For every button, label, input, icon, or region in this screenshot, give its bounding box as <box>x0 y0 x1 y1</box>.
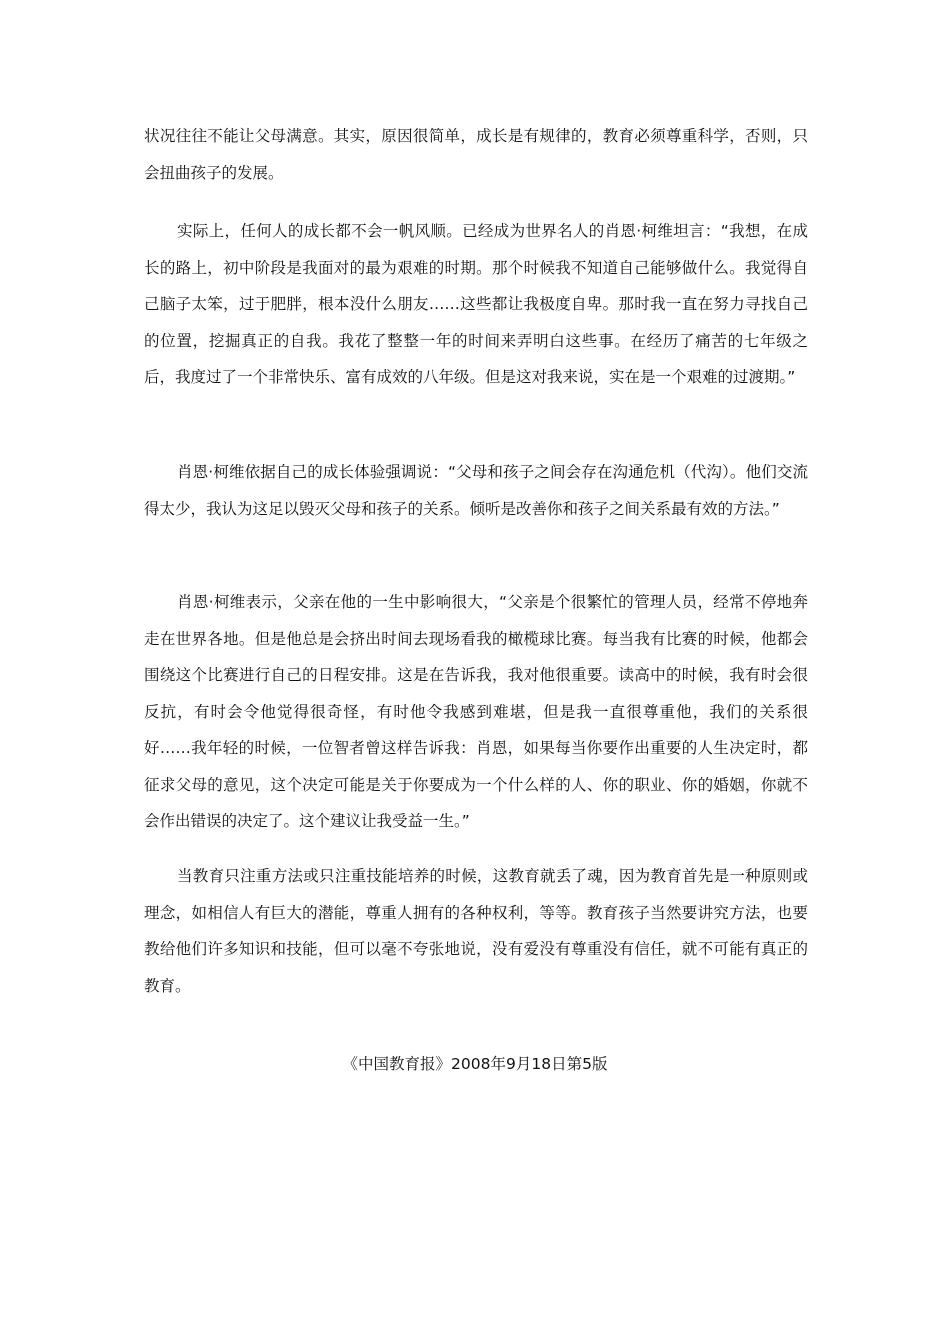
paragraph-5: 当教育只注重方法或只注重技能培养的时候，这教育就丢了魂，因为教育首先是一种原则或理念，如相信人有巨大的潜能，尊重人拥有的各种权利，等等。教育孩子当然要讲究方法，也要教给他们许多知识和技能，但可以毫不夸张地说，没有爱没有尊重没有信任，就不可能有真正的教育。 <box>144 867 808 995</box>
paragraph-1: 状况往往不能让父母满意。其实，原因很简单，成长是有规律的，教育必须尊重科学，否则，只会扭曲孩子的发展。 <box>144 127 808 182</box>
paragraph-4: 肖恩·柯维表示，父亲在他的一生中影响很大，“父亲是个很繁忙的管理人员，经常不停地奔走在世界各地。但是他总是会挤出时间去现场看我的橄榄球比赛。每当我有比赛的时候，他都会围绕这个比赛进行自己的日程安排。这是在告诉我，我对他很重要。读高中的时候，我有时会很反抗，有时会令他觉得很奇怪，有时他令我感到难堪，但是我一直很尊重他，我们的关系很好……我年轻的时候，一位智者曾这样告诉我：肖恩，如果每当你要作出重要的人生决定时，都征求父母的意见，这个决定可能是关于你要成为一个什么样的人、你的职业、你的婚姻，你就不会作出错误的决定了。这个建议让我受益一生。” <box>144 593 808 830</box>
paragraph-2: 实际上，任何人的成长都不会一帆风顺。已经成为世界名人的肖恩·柯维坦言：“我想，在成长的路上，初中阶段是我面对的最为艰难的时期。那个时候我不知道自己能够做什么。我觉得自己脑子太笨，过于肥胖，根本没什么朋友……这些都让我极度自卑。那时我一直在努力寻找自己的位置，挖掘真正的自我。我花了整整一年的时间来弄明白这些事。在经历了痛苦的七年级之后，我度过了一个非常快乐、富有成效的八年级。但是这对我来说，实在是一个艰难的过渡期。” <box>144 222 808 386</box>
paragraph-3: 肖恩·柯维依据自己的成长体验强调说：“父母和孩子之间会存在沟通危机（代沟）。他们交流得太少，我认为这足以毁灭父母和孩子的关系。倾听是改善你和孩子之间关系最有效的方法。” <box>144 463 808 518</box>
source-citation: 《中国教育报》2008年9月18日第5版 <box>342 1055 608 1073</box>
